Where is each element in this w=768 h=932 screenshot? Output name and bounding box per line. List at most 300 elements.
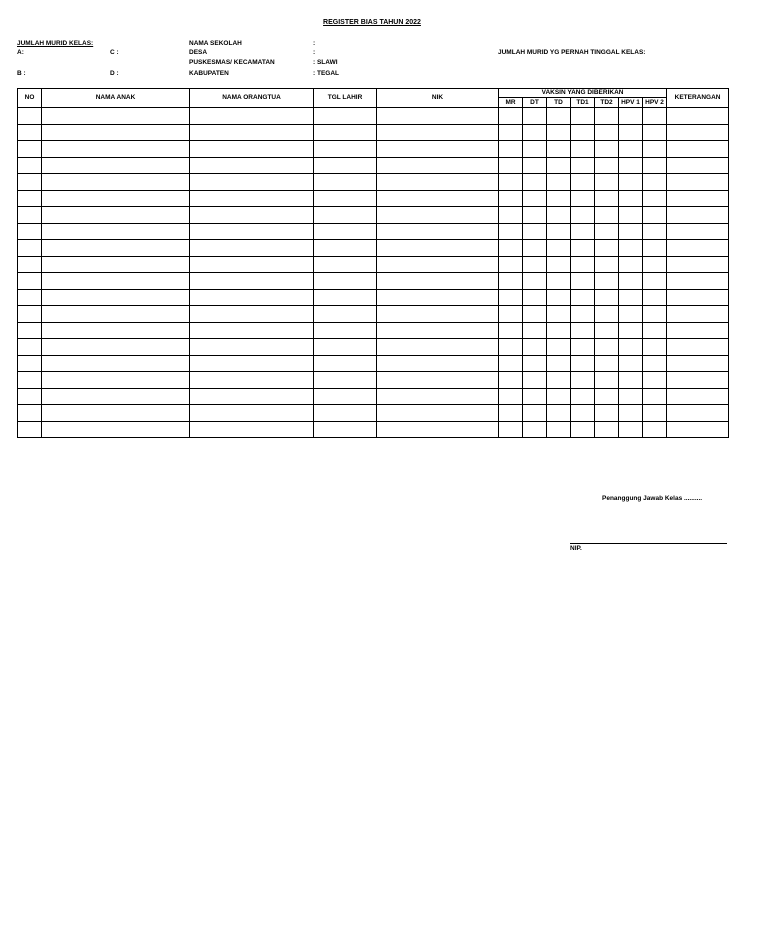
table-cell[interactable] bbox=[377, 256, 499, 273]
table-cell[interactable] bbox=[595, 322, 619, 339]
table-cell[interactable] bbox=[499, 141, 523, 158]
table-cell[interactable] bbox=[42, 273, 190, 290]
table-row bbox=[18, 256, 729, 273]
table-cell[interactable] bbox=[377, 388, 499, 405]
table-cell[interactable] bbox=[42, 339, 190, 356]
table-cell[interactable] bbox=[619, 372, 643, 389]
table-cell[interactable] bbox=[499, 207, 523, 224]
table-cell[interactable] bbox=[18, 322, 42, 339]
table-cell[interactable] bbox=[314, 322, 377, 339]
table-cell[interactable] bbox=[547, 405, 571, 422]
table-cell[interactable] bbox=[643, 124, 667, 141]
table-cell[interactable] bbox=[571, 108, 595, 125]
table-cell[interactable] bbox=[547, 372, 571, 389]
table-cell[interactable] bbox=[595, 240, 619, 257]
table-cell[interactable] bbox=[547, 322, 571, 339]
table-cell[interactable] bbox=[571, 124, 595, 141]
table-cell[interactable] bbox=[595, 157, 619, 174]
table-cell[interactable] bbox=[499, 339, 523, 356]
table-cell[interactable] bbox=[547, 388, 571, 405]
table-cell[interactable] bbox=[190, 223, 314, 240]
table-cell[interactable] bbox=[190, 289, 314, 306]
table-cell[interactable] bbox=[377, 124, 499, 141]
header-vaksin: VAKSIN YANG DIBERIKAN bbox=[499, 89, 667, 98]
table-cell[interactable] bbox=[523, 174, 547, 191]
table-cell[interactable] bbox=[499, 190, 523, 207]
table-cell[interactable] bbox=[314, 157, 377, 174]
table-cell[interactable] bbox=[547, 157, 571, 174]
table-cell[interactable] bbox=[571, 372, 595, 389]
table-cell[interactable] bbox=[499, 355, 523, 372]
table-cell[interactable] bbox=[523, 190, 547, 207]
table-cell[interactable] bbox=[571, 157, 595, 174]
table-cell[interactable] bbox=[571, 306, 595, 323]
table-cell[interactable] bbox=[314, 289, 377, 306]
table-cell[interactable] bbox=[42, 124, 190, 141]
table-cell[interactable] bbox=[595, 289, 619, 306]
table-cell[interactable] bbox=[377, 372, 499, 389]
table-cell[interactable] bbox=[499, 174, 523, 191]
table-cell[interactable] bbox=[499, 124, 523, 141]
table-cell[interactable] bbox=[667, 289, 729, 306]
table-cell[interactable] bbox=[643, 240, 667, 257]
table-cell[interactable] bbox=[18, 124, 42, 141]
header-tgl-lahir: TGL LAHIR bbox=[314, 89, 377, 108]
table-cell[interactable] bbox=[523, 141, 547, 158]
table-cell[interactable] bbox=[523, 339, 547, 356]
table-cell[interactable] bbox=[499, 289, 523, 306]
table-cell[interactable] bbox=[377, 339, 499, 356]
table-cell[interactable] bbox=[499, 256, 523, 273]
table-cell[interactable] bbox=[595, 388, 619, 405]
table-cell[interactable] bbox=[523, 405, 547, 422]
table-cell[interactable] bbox=[523, 124, 547, 141]
table-cell[interactable] bbox=[42, 405, 190, 422]
table-cell[interactable] bbox=[667, 372, 729, 389]
table-cell[interactable] bbox=[667, 273, 729, 290]
table-cell[interactable] bbox=[667, 256, 729, 273]
table-cell[interactable] bbox=[571, 190, 595, 207]
table-cell[interactable] bbox=[619, 124, 643, 141]
table-cell[interactable] bbox=[643, 355, 667, 372]
table-cell[interactable] bbox=[595, 273, 619, 290]
table-cell[interactable] bbox=[314, 388, 377, 405]
header-nama-orangtua: NAMA ORANGTUA bbox=[190, 89, 314, 108]
table-cell[interactable] bbox=[523, 157, 547, 174]
table-cell[interactable] bbox=[523, 273, 547, 290]
table-cell[interactable] bbox=[377, 273, 499, 290]
table-cell[interactable] bbox=[190, 157, 314, 174]
table-cell[interactable] bbox=[42, 240, 190, 257]
table-cell[interactable] bbox=[571, 273, 595, 290]
table-row bbox=[18, 240, 729, 257]
table-cell[interactable] bbox=[667, 240, 729, 257]
table-cell[interactable] bbox=[18, 108, 42, 125]
table-cell[interactable] bbox=[18, 223, 42, 240]
table-cell[interactable] bbox=[18, 339, 42, 356]
table-cell[interactable] bbox=[18, 174, 42, 191]
table-cell[interactable] bbox=[595, 223, 619, 240]
table-row bbox=[18, 355, 729, 372]
table-cell[interactable] bbox=[190, 207, 314, 224]
table-cell[interactable] bbox=[377, 306, 499, 323]
table-cell[interactable] bbox=[314, 108, 377, 125]
table-cell[interactable] bbox=[523, 388, 547, 405]
table-cell[interactable] bbox=[667, 207, 729, 224]
table-row bbox=[18, 174, 729, 191]
header-keterangan: KETERANGAN bbox=[667, 89, 729, 108]
table-cell[interactable] bbox=[667, 322, 729, 339]
penanggung-jawab-label: Penanggung Jawab Kelas .......... bbox=[602, 495, 703, 502]
table-cell[interactable] bbox=[667, 405, 729, 422]
table-cell[interactable] bbox=[643, 108, 667, 125]
table-cell[interactable] bbox=[377, 240, 499, 257]
table-cell[interactable] bbox=[667, 174, 729, 191]
table-cell[interactable] bbox=[523, 256, 547, 273]
table-cell[interactable] bbox=[595, 405, 619, 422]
kelas-b-label: B : bbox=[17, 70, 26, 77]
table-cell[interactable] bbox=[619, 207, 643, 224]
table-cell[interactable] bbox=[571, 141, 595, 158]
table-cell[interactable] bbox=[667, 388, 729, 405]
table-cell[interactable] bbox=[499, 405, 523, 422]
desa-value: : bbox=[313, 49, 316, 56]
kelas-d-label: D : bbox=[110, 70, 119, 77]
table-cell[interactable] bbox=[190, 306, 314, 323]
nip-label: NIP. bbox=[570, 545, 582, 552]
table-cell[interactable] bbox=[523, 372, 547, 389]
table-cell[interactable] bbox=[314, 339, 377, 356]
table-cell[interactable] bbox=[619, 289, 643, 306]
table-cell[interactable] bbox=[499, 240, 523, 257]
table-cell[interactable] bbox=[547, 339, 571, 356]
table-row bbox=[18, 289, 729, 306]
table-cell[interactable] bbox=[547, 141, 571, 158]
table-cell[interactable] bbox=[643, 388, 667, 405]
table-cell[interactable] bbox=[499, 108, 523, 125]
table-cell[interactable] bbox=[523, 355, 547, 372]
table-cell[interactable] bbox=[190, 256, 314, 273]
table-cell[interactable] bbox=[499, 322, 523, 339]
table-cell[interactable] bbox=[643, 174, 667, 191]
table-cell[interactable] bbox=[377, 405, 499, 422]
table-cell[interactable] bbox=[643, 306, 667, 323]
table-cell[interactable] bbox=[314, 405, 377, 422]
table-cell[interactable] bbox=[571, 388, 595, 405]
table-cell[interactable] bbox=[571, 355, 595, 372]
table-cell[interactable] bbox=[667, 190, 729, 207]
table-cell[interactable] bbox=[42, 355, 190, 372]
table-cell[interactable] bbox=[314, 306, 377, 323]
table-cell[interactable] bbox=[377, 157, 499, 174]
table-cell[interactable] bbox=[314, 256, 377, 273]
table-cell[interactable] bbox=[18, 421, 42, 438]
table-cell[interactable] bbox=[523, 108, 547, 125]
table-cell[interactable] bbox=[619, 339, 643, 356]
table-cell[interactable] bbox=[499, 157, 523, 174]
register-table bbox=[17, 88, 729, 438]
table-cell[interactable] bbox=[667, 124, 729, 141]
table-cell[interactable] bbox=[643, 141, 667, 158]
table-cell[interactable] bbox=[595, 256, 619, 273]
table-cell[interactable] bbox=[18, 306, 42, 323]
table-cell[interactable] bbox=[377, 174, 499, 191]
table-cell[interactable] bbox=[523, 223, 547, 240]
table-cell[interactable] bbox=[547, 108, 571, 125]
table-cell[interactable] bbox=[499, 223, 523, 240]
table-cell[interactable] bbox=[619, 141, 643, 158]
table-cell[interactable] bbox=[314, 273, 377, 290]
table-cell[interactable] bbox=[499, 388, 523, 405]
table-cell[interactable] bbox=[547, 190, 571, 207]
table-row bbox=[18, 405, 729, 422]
table-cell[interactable] bbox=[643, 157, 667, 174]
table-cell[interactable] bbox=[42, 322, 190, 339]
kabupaten-value: : TEGAL bbox=[313, 70, 339, 77]
table-cell[interactable] bbox=[619, 421, 643, 438]
table-cell[interactable] bbox=[314, 240, 377, 257]
table-cell[interactable] bbox=[314, 355, 377, 372]
table-cell[interactable] bbox=[18, 273, 42, 290]
table-cell[interactable] bbox=[190, 388, 314, 405]
table-cell[interactable] bbox=[643, 273, 667, 290]
table-cell[interactable] bbox=[314, 207, 377, 224]
table-cell[interactable] bbox=[314, 223, 377, 240]
header-vaccine-td1: TD1 bbox=[571, 98, 595, 108]
table-cell[interactable] bbox=[643, 207, 667, 224]
table-cell[interactable] bbox=[571, 289, 595, 306]
table-cell[interactable] bbox=[643, 223, 667, 240]
table-row bbox=[18, 273, 729, 290]
table-cell[interactable] bbox=[18, 372, 42, 389]
table-cell[interactable] bbox=[619, 223, 643, 240]
table-cell[interactable] bbox=[499, 421, 523, 438]
table-cell[interactable] bbox=[42, 421, 190, 438]
kelas-c-label: C : bbox=[110, 49, 119, 56]
table-row bbox=[18, 388, 729, 405]
table-cell[interactable] bbox=[18, 256, 42, 273]
table-cell[interactable] bbox=[42, 108, 190, 125]
table-cell[interactable] bbox=[643, 289, 667, 306]
table-cell[interactable] bbox=[377, 108, 499, 125]
page-title: REGISTER BIAS TAHUN 2022 bbox=[323, 19, 421, 26]
table-row bbox=[18, 190, 729, 207]
table-cell[interactable] bbox=[377, 141, 499, 158]
table-cell[interactable] bbox=[190, 421, 314, 438]
table-cell[interactable] bbox=[619, 355, 643, 372]
table-cell[interactable] bbox=[619, 108, 643, 125]
table-cell[interactable] bbox=[643, 339, 667, 356]
table-cell[interactable] bbox=[190, 124, 314, 141]
table-cell[interactable] bbox=[619, 388, 643, 405]
jumlah-murid-kelas-label: JUMLAH MURID KELAS: bbox=[17, 40, 94, 47]
table-cell[interactable] bbox=[643, 421, 667, 438]
table-cell[interactable] bbox=[595, 124, 619, 141]
table-cell[interactable] bbox=[42, 256, 190, 273]
table-cell[interactable] bbox=[499, 306, 523, 323]
table-cell[interactable] bbox=[595, 339, 619, 356]
table-cell[interactable] bbox=[18, 355, 42, 372]
table-cell[interactable] bbox=[190, 174, 314, 191]
table-cell[interactable] bbox=[595, 421, 619, 438]
table-cell[interactable] bbox=[377, 322, 499, 339]
header-vaccine-mr: MR bbox=[499, 98, 523, 108]
table-cell[interactable] bbox=[523, 289, 547, 306]
table-cell[interactable] bbox=[42, 289, 190, 306]
table-cell[interactable] bbox=[377, 223, 499, 240]
table-cell[interactable] bbox=[523, 421, 547, 438]
table-cell[interactable] bbox=[547, 207, 571, 224]
table-cell[interactable] bbox=[547, 421, 571, 438]
table-cell[interactable] bbox=[643, 372, 667, 389]
header-vaccine-hpv-1: HPV 1 bbox=[619, 98, 643, 108]
table-cell[interactable] bbox=[523, 240, 547, 257]
table-cell[interactable] bbox=[619, 256, 643, 273]
table-cell[interactable] bbox=[667, 108, 729, 125]
table-cell[interactable] bbox=[42, 207, 190, 224]
table-cell[interactable] bbox=[42, 372, 190, 389]
table-cell[interactable] bbox=[595, 207, 619, 224]
table-cell[interactable] bbox=[619, 240, 643, 257]
table-cell[interactable] bbox=[190, 240, 314, 257]
table-cell[interactable] bbox=[571, 240, 595, 257]
table-cell[interactable] bbox=[547, 240, 571, 257]
tinggal-kelas-label: JUMLAH MURID YG PERNAH TINGGAL KELAS: bbox=[498, 49, 646, 56]
table-cell[interactable] bbox=[547, 174, 571, 191]
table-cell[interactable] bbox=[18, 388, 42, 405]
table-cell[interactable] bbox=[523, 207, 547, 224]
table-cell[interactable] bbox=[523, 306, 547, 323]
table-row bbox=[18, 223, 729, 240]
table-cell[interactable] bbox=[377, 190, 499, 207]
table-cell[interactable] bbox=[377, 207, 499, 224]
table-cell[interactable] bbox=[18, 405, 42, 422]
table-cell[interactable] bbox=[190, 141, 314, 158]
table-cell[interactable] bbox=[42, 157, 190, 174]
table-cell[interactable] bbox=[314, 372, 377, 389]
table-cell[interactable] bbox=[547, 223, 571, 240]
table-cell[interactable] bbox=[619, 174, 643, 191]
table-cell[interactable] bbox=[547, 289, 571, 306]
table-cell[interactable] bbox=[619, 322, 643, 339]
table-cell[interactable] bbox=[42, 388, 190, 405]
kelas-a-label: A: bbox=[17, 49, 24, 56]
table-cell[interactable] bbox=[571, 405, 595, 422]
table-row bbox=[18, 421, 729, 438]
table-cell[interactable] bbox=[547, 273, 571, 290]
table-row bbox=[18, 157, 729, 174]
table-cell[interactable] bbox=[314, 124, 377, 141]
table-cell[interactable] bbox=[667, 339, 729, 356]
table-cell[interactable] bbox=[314, 141, 377, 158]
table-cell[interactable] bbox=[190, 405, 314, 422]
table-cell[interactable] bbox=[42, 306, 190, 323]
nama-sekolah-label: NAMA SEKOLAH bbox=[189, 40, 242, 47]
table-cell[interactable] bbox=[314, 174, 377, 191]
table-row bbox=[18, 141, 729, 158]
table-cell[interactable] bbox=[643, 190, 667, 207]
table-cell[interactable] bbox=[667, 306, 729, 323]
table-cell[interactable] bbox=[377, 355, 499, 372]
table-cell[interactable] bbox=[18, 207, 42, 224]
table-cell[interactable] bbox=[595, 190, 619, 207]
kabupaten-label: KABUPATEN bbox=[189, 70, 229, 77]
table-cell[interactable] bbox=[643, 322, 667, 339]
table-cell[interactable] bbox=[314, 190, 377, 207]
table-cell[interactable] bbox=[547, 256, 571, 273]
table-cell[interactable] bbox=[595, 306, 619, 323]
table-cell[interactable] bbox=[619, 190, 643, 207]
table-cell[interactable] bbox=[667, 157, 729, 174]
table-row bbox=[18, 207, 729, 224]
table-row bbox=[18, 322, 729, 339]
header-vaccine-td2: TD2 bbox=[595, 98, 619, 108]
table-cell[interactable] bbox=[42, 174, 190, 191]
table-cell[interactable] bbox=[547, 355, 571, 372]
table-cell[interactable] bbox=[571, 322, 595, 339]
table-cell[interactable] bbox=[643, 256, 667, 273]
table-cell[interactable] bbox=[571, 256, 595, 273]
header-vaccine-td: TD bbox=[547, 98, 571, 108]
table-cell[interactable] bbox=[595, 372, 619, 389]
signature-line bbox=[570, 543, 727, 544]
table-cell[interactable] bbox=[523, 322, 547, 339]
table-cell[interactable] bbox=[667, 421, 729, 438]
table-cell[interactable] bbox=[619, 157, 643, 174]
table-cell[interactable] bbox=[18, 157, 42, 174]
table-cell[interactable] bbox=[595, 141, 619, 158]
table-cell[interactable] bbox=[571, 421, 595, 438]
table-cell[interactable] bbox=[190, 372, 314, 389]
table-cell[interactable] bbox=[667, 355, 729, 372]
table-cell[interactable] bbox=[42, 190, 190, 207]
table-cell[interactable] bbox=[595, 108, 619, 125]
table-cell[interactable] bbox=[643, 405, 667, 422]
table-cell[interactable] bbox=[619, 405, 643, 422]
table-cell[interactable] bbox=[42, 223, 190, 240]
table-cell[interactable] bbox=[18, 240, 42, 257]
table-cell[interactable] bbox=[190, 355, 314, 372]
table-cell[interactable] bbox=[499, 273, 523, 290]
table-cell[interactable] bbox=[595, 174, 619, 191]
table-cell[interactable] bbox=[42, 141, 190, 158]
table-cell[interactable] bbox=[18, 190, 42, 207]
table-cell[interactable] bbox=[619, 273, 643, 290]
table-cell[interactable] bbox=[190, 190, 314, 207]
table-cell[interactable] bbox=[499, 372, 523, 389]
table-cell[interactable] bbox=[667, 141, 729, 158]
header-nik: NIK bbox=[377, 89, 499, 108]
table-cell[interactable] bbox=[667, 223, 729, 240]
table-cell[interactable] bbox=[619, 306, 643, 323]
table-cell[interactable] bbox=[377, 289, 499, 306]
table-cell[interactable] bbox=[190, 322, 314, 339]
table-cell[interactable] bbox=[571, 223, 595, 240]
table-cell[interactable] bbox=[571, 207, 595, 224]
table-cell[interactable] bbox=[190, 108, 314, 125]
table-cell[interactable] bbox=[571, 174, 595, 191]
table-cell[interactable] bbox=[377, 421, 499, 438]
table-cell[interactable] bbox=[314, 421, 377, 438]
table-cell[interactable] bbox=[18, 141, 42, 158]
table-cell[interactable] bbox=[595, 355, 619, 372]
table-cell[interactable] bbox=[547, 124, 571, 141]
table-cell[interactable] bbox=[190, 339, 314, 356]
table-cell[interactable] bbox=[190, 273, 314, 290]
table-cell[interactable] bbox=[571, 339, 595, 356]
table-cell[interactable] bbox=[547, 306, 571, 323]
table-cell[interactable] bbox=[18, 289, 42, 306]
